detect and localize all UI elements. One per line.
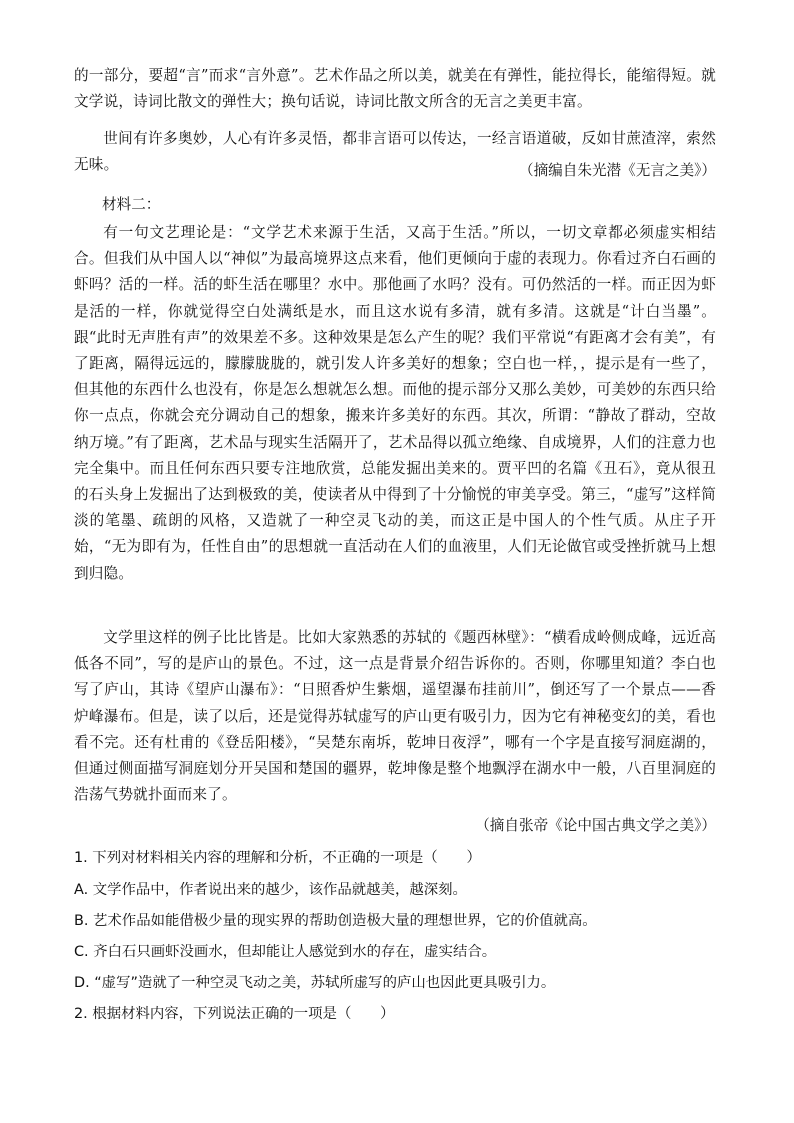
material1-paragraph-last: 世间有许多奥妙，人心有许多灵悟，都非言语可以传达，一经言语道破，反如甘蔗渣滓，索然无味。 (74, 130, 716, 174)
material2-label: 材料二： (102, 196, 161, 213)
question-1-option-b: B. 艺术作品如能借极少量的现实界的帮助创造极大量的理想世界，它的价值就高。 (74, 913, 597, 929)
material1-paragraph-end: 的一部分，要超“言”而求“言外意”。艺术作品之所以美，就美在有弹性，能拉得长，能缩得短。就文学说，诗词比散文的弹性大；换句话说，诗词比散文所含的无言之美更丰富。 (74, 67, 716, 111)
material2-source: （摘自张帝《论中国古典文学之美》） (475, 817, 716, 834)
question-1-stem: 1. 下列对材料相关内容的理解和分析，不正确的一项是（ ） (74, 850, 481, 866)
material2-paragraph-1: 有一句文艺理论是：“文学艺术来源于生活，又高于生活。”所以，一切文章都必须虚实相结合。但我们从中国人以“神似”为最高境界这点来看，他们更倾向于虚的表现力。你看过齐白石画的虾吗？活的一样。活的虾生活在哪里？水中。那他画了水吗？没有。可仍然活的一样。而正因为虾是活的一样，你就觉得空白处满纸是水，而且这水说有多清，就有多清。这就是“计白当墨”。跟“此时无声胜有声”的效果差不多。这种效果是怎么产生的呢？我们平常说“有距离才会有美”，有了距离，隔得远远的，朦朦胧胧的，就引发人许多美好的想象；空白也一样，，提示是有一些了，但其他的东西什么也没有，你是怎么想就怎么想。而他的提示部分又那么美妙，可美妙的东西只给你一点点，你就会充分调动自己的想象，搬来许多美好的东西。其次，所谓：“静故了群动，空故纳万境。”有了距离，艺术品与现实生活隔开了，艺术品得以孤立绝缘、自成境界，人们的注意力也完全集中。而且任何东西只要专注地欣赏，总能发掘出美来的。贾平凹的名篇《丑石》，竟从很丑的石头身上发掘出了达到极致的美，使读者从中得到了十分愉悦的审美享受。第三，“虚写”这样简淡的笔墨、疏朗的风格，又造就了一种空灵飞动的美，而这正是中国人的个性气质。从庄子开始，“无为即有为，任性自由”的思想就一直活动在人们的血液里，人们无论做官或受挫折就马上想到归隐。 (74, 224, 716, 582)
material2-paragraph-2: 文学里这样的例子比比皆是。比如大家熟悉的苏轼的《题西林壁》：“横看成岭侧成峰，远近高低各不同”，写的是庐山的景色。不过，这一点是背景介绍告诉你的。否则，你哪里知道？李白也写了庐山，其诗《望庐山瀑布》：“日照香炉生紫烟，遥望瀑布挂前川”，倒还写了一个景点——香炉峰瀑布。但是，读了以后，还是觉得苏轼虚写的庐山更有吸引力，因为它有神秘变幻的美，看也看不完。还有杜甫的《登岳阳楼》，“吴楚东南坼，乾坤日夜浮”，哪有一个字是直接写洞庭湖的，但通过侧面描写洞庭划分开吴国和楚国的疆界，乾坤像是整个地飘浮在湖水中一般，八百里洞庭的浩荡气势就扑面而来了。 (74, 629, 716, 804)
question-2-stem: 2. 根据材料内容，下列说法正确的一项是（ ） (74, 1006, 395, 1022)
question-1-option-c: C. 齐白石只画虾没画水，但却能让人感觉到水的存在，虚实结合。 (74, 944, 497, 960)
question-1-option-d: D. “虚写”造就了一种空灵飞动之美，苏轼所虚写的庐山也因此更具吸引力。 (74, 975, 556, 991)
material1-source: （摘编自朱光潜《无言之美》） (518, 162, 716, 179)
question-1-option-a: A. 文学作品中，作者说出来的越少，该作品就越美，越深刻。 (74, 882, 467, 898)
